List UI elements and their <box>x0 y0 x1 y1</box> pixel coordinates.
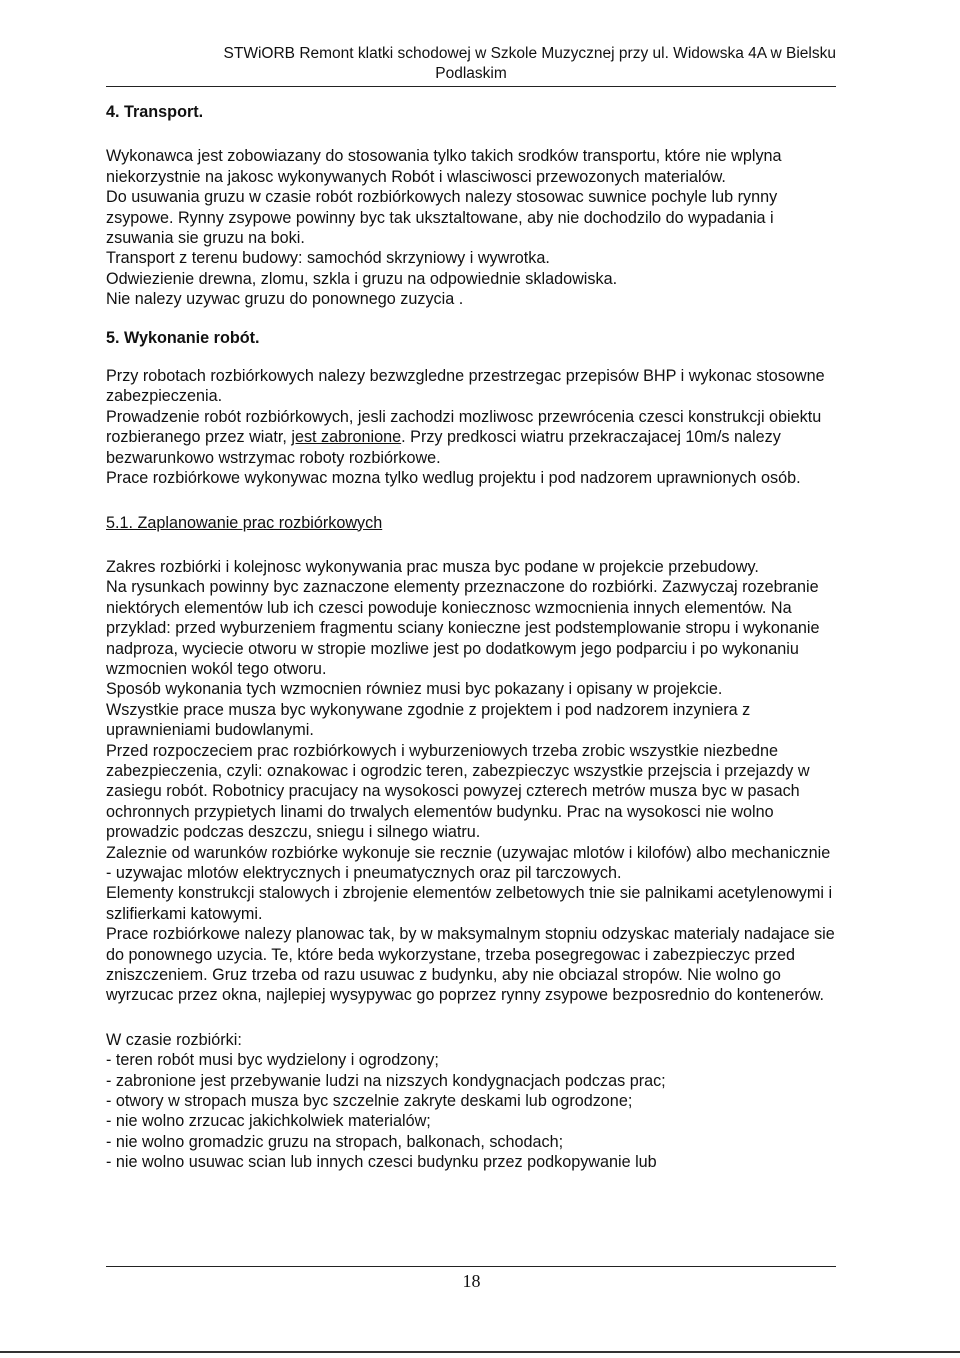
works-paragraph: Prace rozbiórkowe wykonywac mozna tylko wedlug projektu i pod nadzorem uprawnionych osób. <box>106 469 801 488</box>
list-item: - otwory w stropach musza byc szczelnie zakryte deskami lub ogrodzone; <box>106 1092 633 1111</box>
list-item: - teren robót musi byc wydzielony i ogrodzony; <box>106 1051 439 1070</box>
scan-edge-line <box>0 1351 960 1353</box>
section-heading-planning: 5.1. Zaplanowanie prac rozbiórkowych <box>106 513 383 532</box>
header-title-line1: STWiORB Remont klatki schodowej w Szkole Muzycznej przy ul. Widowska 4A w Bielsku <box>223 45 836 62</box>
transport-paragraph: Do usuwania gruzu w czasie robót rozbiórkowych nalezy stosowac suwnice pochyle lub rynny zsypowe. Rynny zsypowe powinny byc tak uksztaltowane, aby nie dochodzilo do wypadania i zsuwania sie gruzu na boki. <box>106 188 778 248</box>
list-item: - nie wolno usuwac scian lub innych czesci budynku przez podkopywanie lub <box>106 1153 657 1172</box>
list-item: - zabronione jest przebywanie ludzi na nizszych kondygnacjach podczas prac; <box>106 1071 666 1090</box>
transport-paragraph: Odwiezienie drewna, zlomu, szkla i gruzu na odpowiednie skladowiska. <box>106 269 618 288</box>
transport-paragraph: Wykonawca jest zobowiazany do stosowania tylko takich srodków transportu, które nie wplyna niekorzystnie na jakosc wykonywanych Robót i wlasciwosci przewozonych materialów. <box>106 147 782 186</box>
planning-paragraph: Elementy konstrukcji stalowych i zbrojenie elementów zelbetowych tnie sie palnikami acetylenowymi i szlifierkami katowymi. <box>106 884 833 923</box>
page-header <box>106 44 836 84</box>
works-paragraph: Przy robotach rozbiórkowych nalezy bezwzgledne przestrzegac przepisów BHP i wykonac stosowne zabezpieczenia. <box>106 367 825 406</box>
document-body <box>106 102 836 1173</box>
section-heading-transport: 4. Transport. <box>106 103 204 121</box>
header-divider <box>106 86 836 87</box>
page-number: 18 <box>462 1271 481 1291</box>
planning-section <box>106 557 836 1006</box>
planning-paragraph: Na rysunkach powinny byc zaznaczone elementy przeznaczone do rozbiórki. Zazwyczaj rozebranie niektórych elementów lub ich czesci powoduje koniecznosc wzmocnienia innych elementów. Na przyklad: przed wyburzeniem fragmentu sciany konieczne jest podstemplowanie stropu i wykonanie nadproza, wyciecie otworu w stropie mozliwe jest po dodatkowym jego podparciu i po wykonaniu wzmocnien wokól tego otworu. <box>106 578 820 678</box>
underlined-text: jest zabronione <box>291 428 402 447</box>
list-item: - nie wolno zrzucac jakichkolwiek materialów; <box>106 1112 431 1131</box>
transport-section <box>106 146 836 309</box>
during-demolition-heading: W czasie rozbiórki: <box>106 1030 242 1049</box>
works-paragraph <box>106 407 836 468</box>
planning-paragraph: Wszystkie prace musza byc wykonywane zgodnie z projektem i pod nadzorem inzyniera z uprawnieniami budowlanymi. <box>106 700 751 740</box>
transport-paragraph: Transport z terenu budowy: samochód skrzyniowy i wywrotka. <box>106 249 550 268</box>
during-demolition-list <box>106 1050 836 1172</box>
planning-paragraph: Sposób wykonania tych wzmocnien równiez musi byc pokazany i opisany w projekcie. <box>106 680 723 699</box>
footer-divider <box>106 1266 836 1267</box>
header-title-line2: Podlaskim <box>435 65 507 82</box>
works-text: Prowadzenie robót rozbiórkowych, jesli zachodzi mozliwosc przewrócenia czesci konstrukcji obiektu rozbieranego przez wiatr, <box>106 407 822 447</box>
works-section <box>106 366 836 488</box>
section-heading-works: 5. Wykonanie robót. <box>106 328 260 347</box>
transport-paragraph: Nie nalezy uzywac gruzu do ponownego zuzycia . <box>106 290 464 309</box>
list-item: - nie wolno gromadzic gruzu na stropach, balkonach, schodach; <box>106 1132 564 1151</box>
planning-paragraph: Prace rozbiórkowe nalezy planowac tak, by w maksymalnym stopniu odzyskac materialy nadajace sie do ponownego uzycia. Te, które beda wykorzystane, trzeba posegregowac i zabezpieczyc przed zniszczeniem. Gruz trzeba od razu usuwac z budynku, aby nie obciazal stropów. Nie wolno go wyrzucac przez okna, najlepiej wysypywac go poprzez rynny zsypowe bezposrednio do kontenerów. <box>106 925 835 1005</box>
planning-paragraph: Zakres rozbiórki i kolejnosc wykonywania prac musza byc podane w projekcie przebudowy. <box>106 557 759 576</box>
planning-paragraph: Przed rozpoczeciem prac rozbiórkowych i wyburzeniowych trzeba zrobic wszystkie niezbedne zabezpieczenia, czyli: oznakowac i ogrodzic teren, zabezpieczyc wszystkie przejscia i przejazdy w zasiegu robót. Robotnicy pracujacy na wysokosci powyzej czterech metrów musza byc w pasach ochronnych przypietych linami do trwalych elementów budynku. Prac na wysokosci nie wolno prowadzic podczas deszczu, sniegu i silnego wiatru. <box>106 741 810 842</box>
planning-paragraph: Zaleznie od warunków rozbiórke wykonuje sie recznie (uzywajac mlotów i kilofów) albo mechanicznie - uzywajac mlotów elektrycznych i pneumatycznych oraz pil tarczowych. <box>106 843 831 882</box>
works-text: . Przy predkosci wiatru przekraczajacej 10m/s nalezy bezwarunkowo wstrzymac roboty rozbiórkowe. <box>106 428 781 467</box>
